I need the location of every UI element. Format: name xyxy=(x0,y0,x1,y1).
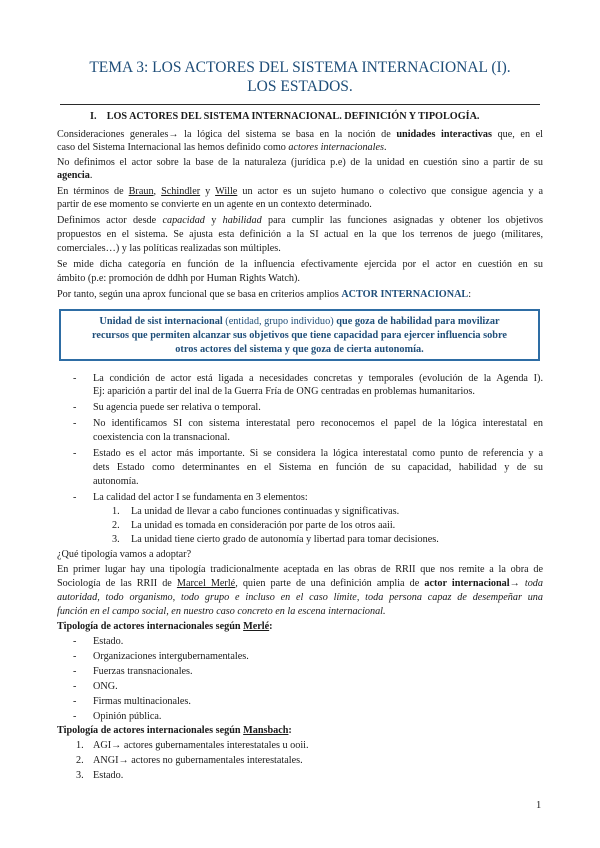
author-braun: Braun xyxy=(128,186,154,197)
list-item: Estado. xyxy=(93,770,124,781)
callout-line: Unidad de sist internacional (entidad, grupo individuo) que goza de habilidad para movilizar xyxy=(99,316,500,327)
paragraph-line: Consideraciones generales→ la lógica del sistema se basa en la noción de unidades interactivas que, en el xyxy=(57,129,543,140)
list-item: Estado es el actor más importante. Si se considera la lógica interestatal como punto de referencia y a xyxy=(93,448,543,459)
callout-line: recursos que permiten alcanzar sus objetivos que tiene capacidad para ejercer influencia sobre xyxy=(92,330,507,341)
bullet-dash: - xyxy=(73,711,77,722)
author-merle: Marcel Merlé xyxy=(176,578,236,589)
list-item: dets Estado como determinantes en el Sistema en función de su capacidad, habilidad y de su xyxy=(93,462,543,473)
bullet-dash: - xyxy=(73,492,77,503)
bullet-dash: - xyxy=(73,418,77,429)
list-item: Estado. xyxy=(93,636,124,647)
bullet-dash: - xyxy=(73,636,77,647)
list-item: La unidad tiene cierto grado de autonomía y libertad para tomar decisiones. xyxy=(131,534,439,545)
paragraph-line: partir de ese momento se convierte en un agente en un contexto determinado. xyxy=(57,199,372,210)
page-title-line2: LOS ESTADOS. xyxy=(247,78,353,95)
paragraph-line: Definimos actor desde capacidad y habilidad para cumplir las funciones asignadas y obtener los objetivos xyxy=(57,215,543,226)
paragraph-line: Se mide dicha categoría en función de la influencia efectivamente ejercida por el actor en cuestión en su xyxy=(57,259,543,270)
highlight-term: ACTOR INTERNACIONAL xyxy=(341,289,469,300)
list-number: 2. xyxy=(112,520,120,531)
section-number: I. xyxy=(90,111,97,122)
bullet-dash: - xyxy=(73,666,77,677)
list-item: No identificamos SI con sistema interestatal pero reconocemos el papel de la lógica interestatal en xyxy=(93,418,543,429)
callout-line: otros actores del sistema y que goza de cierta autonomía. xyxy=(175,344,424,355)
list-number: 3. xyxy=(112,534,120,545)
paragraph-line: comerciales…) y las políticas realizadas son múltiples. xyxy=(57,243,281,254)
list-item: autonomía. xyxy=(93,476,139,487)
title-divider xyxy=(60,104,540,105)
list-item: ANGI→ actores no gubernamentales interestatales. xyxy=(93,755,303,766)
page-title-line1: TEMA 3: LOS ACTORES DEL SISTEMA INTERNACIONAL (I). xyxy=(89,59,511,76)
paragraph-line: ámbito (p.e: promoción de ddhh por Human Rights Watch). xyxy=(57,273,300,284)
paragraph-line: En términos de Braun, Schindler y Wille un actor es un sujeto humano o colectivo que consigue agencia y a xyxy=(57,186,543,197)
list-item: AGI→ actores gubernamentales interestatales u ooii. xyxy=(93,740,309,751)
list-item: La unidad es tomada en consideración por parte de los otros aaii. xyxy=(131,520,396,531)
bullet-dash: - xyxy=(73,696,77,707)
bullet-dash: - xyxy=(73,448,77,459)
question-line: ¿Qué tipología vamos a adoptar? xyxy=(57,549,192,560)
paragraph-line: No definimos el actor sobre la base de la naturaleza (jurídica p.e) de la unidad en cuestión sino a partir de su xyxy=(57,157,543,168)
section-heading xyxy=(90,110,576,123)
merle-heading: Tipología de actores internacionales según Merlé: xyxy=(57,621,273,632)
mansbach-heading: Tipología de actores internacionales según Mansbach: xyxy=(57,725,292,736)
paragraph-line: Sociología de las RRII de Marcel Merlé, quien parte de una definición amplia de actor internacional→ toda xyxy=(57,578,543,589)
bullet-dash: - xyxy=(73,373,77,384)
list-item: coexistencia con la transnacional. xyxy=(93,432,230,443)
section-title: LOS ACTORES DEL SISTEMA INTERNACIONAL. DEFINICIÓN Y TIPOLOGÍA. xyxy=(106,111,480,122)
paragraph-line: función en el campo social, en nuestro caso concreto en la escena internacional. xyxy=(57,606,386,617)
paragraph-line: autoridad, todo organismo, todo grupo e incluso en el caso límite, toda persona capaz de desempeñar una xyxy=(57,592,543,603)
list-item: La unidad de llevar a cabo funciones continuadas y significativas. xyxy=(131,506,400,517)
list-number: 1. xyxy=(112,506,120,517)
paragraph-line: caso del Sistema Internacional las hemos definido como actores internacionales. xyxy=(57,142,387,153)
list-item: Organizaciones intergubernamentales. xyxy=(93,651,249,662)
list-item: La condición de actor está ligada a necesidades concretas y temporales (evolución de la Agenda I). xyxy=(93,373,543,384)
list-item: Opinión pública. xyxy=(93,711,162,722)
paragraph-line: En primer lugar hay una tipología tradicionalmente aceptada en las obras de RRII que nos remite a la obra de xyxy=(57,564,543,575)
paragraph-line: agencia. xyxy=(57,170,93,181)
definition-callout xyxy=(59,309,540,361)
list-number: 2. xyxy=(76,755,84,766)
list-item: Fuerzas transnacionales. xyxy=(93,666,193,677)
list-item: Firmas multinacionales. xyxy=(93,696,191,707)
paragraph-line: Por tanto, según una aprox funcional que se basa en criterios amplios ACTOR INTERNACIONAL: xyxy=(57,289,472,300)
bullet-dash: - xyxy=(73,681,77,692)
list-item: La calidad del actor I se fundamenta en 3 elementos: xyxy=(93,492,308,503)
list-item: Ej: aparición a partir del inal de la Guerra Fría de ONG centradas en problemas humanitarios. xyxy=(93,386,475,397)
list-item: ONG. xyxy=(93,681,118,692)
author-wille: Wille xyxy=(215,186,238,197)
paragraph-line: propuestos en el sistema. Se ajusta esta definición a la SI actual en la que los terrenos de juego (militares, xyxy=(57,229,543,240)
bullet-dash: - xyxy=(73,402,77,413)
bullet-dash: - xyxy=(73,651,77,662)
list-item: Su agencia puede ser relativa o temporal. xyxy=(93,402,261,413)
author-schindler: Schindler xyxy=(161,186,201,197)
page-number: 1 xyxy=(536,800,542,811)
list-number: 1. xyxy=(76,740,84,751)
list-number: 3. xyxy=(76,770,84,781)
